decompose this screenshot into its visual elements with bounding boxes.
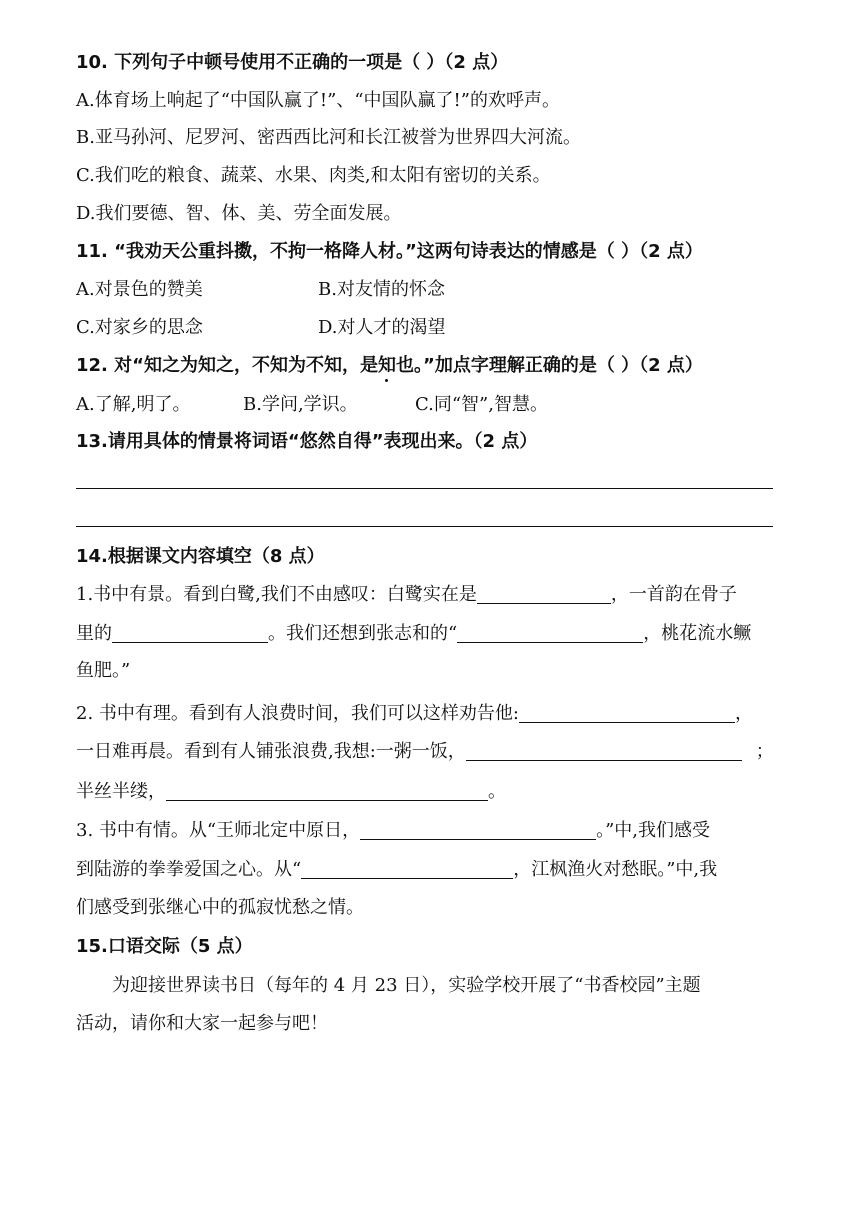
q14-part1-line3: 鱼肥。” [76,660,131,681]
q13-answer-line-2[interactable] [76,526,773,527]
q14-part1-line1 [76,583,737,607]
text-segment: ； [755,741,774,762]
q10-option-d: D.我们要德、智、体、美、劳全面发展。 [76,203,402,224]
q10-option-b: B.亚马孙河、尼罗河、密西西比河和长江被誉为世界四大河流。 [76,127,581,148]
text-segment: ，一首韵在骨子 [610,584,737,605]
q11-option-d: D.对人才的渴望 [318,317,446,338]
q10-option-c: C.我们吃的粮食、蔬菜、水果、肉类,和太阳有密切的关系。 [76,165,551,186]
q15-stem: 15.口语交际（5 点） [76,936,253,957]
fill-blank[interactable] [477,585,611,604]
q12-option-b: B.学问,学识。 [243,394,358,415]
q10-option-a: A.体育场上响起了“中国队赢了!”、“中国队赢了!”的欢呼声。 [76,90,560,111]
q14-part2-line3 [76,780,506,804]
q14-part3-line2 [76,858,717,882]
q14-stem: 14.根据课文内容填空（8 点） [76,546,325,567]
fill-blank[interactable] [519,704,735,723]
fill-blank[interactable] [112,624,268,643]
text-segment: ，桃花流水鳜 [643,623,752,644]
q15-intro-line1: 为迎接世界读书日（每年的 4 月 23 日），实验学校开展了“书香校园”主题 [112,975,701,996]
q14-part2-line1 [76,702,753,726]
q14-part1-line2 [76,622,751,646]
q14-part3-line1 [76,819,710,843]
text-segment: 。”中,我们感受 [596,820,711,841]
q12-option-a: A.了解,明了。 [76,394,191,415]
q10-stem: 10. 下列句子中顿号使用不正确的一项是（ ）（2 点） [76,52,509,73]
text-segment: 。 [488,781,506,802]
q13-stem: 13.请用具体的情景将词语“悠然自得”表现出来。（2 点） [76,431,538,452]
text-segment: 到陆游的拳拳爱国之心。从“ [76,859,302,880]
fill-blank[interactable] [360,821,596,840]
text-segment: 3. 书中有情。从“王师北定中原日， [76,820,361,841]
q13-answer-line-1[interactable] [76,488,773,489]
q14-part2-line2 [76,740,774,764]
text-segment: 1.书中有景。看到白鹭,我们不由感叹：白鹭实在是 [76,584,477,605]
q11-option-a: A.对景色的赞美 [76,279,203,300]
fill-blank[interactable] [466,742,742,761]
q11-option-b: B.对友情的怀念 [318,279,445,300]
text-segment: 里的 [76,623,112,644]
q11-stem: 11. “我劝天公重抖擞，不拘一格降人材。”这两句诗表达的情感是（ ）（2 点） [76,241,703,262]
q14-part3-line3: 们感受到张继心中的孤寂忧愁之情。 [76,897,364,918]
q12-dotted-char: 知 [377,355,396,376]
q12-option-c: C.同“智”,智慧。 [415,394,548,415]
text-segment: 。我们还想到张志和的“ [268,623,458,644]
text-segment: 2. 书中有理。看到有人浪费时间，我们可以这样劝告他: [76,703,519,724]
q12-stem [76,354,703,378]
fill-blank[interactable] [166,782,488,801]
text-segment: ， [734,703,753,724]
q12-stem-before: 12. 对“知之为知之，不知为不知，是 [76,355,378,376]
q15-intro-line2: 活动，请你和大家一起参与吧！ [76,1013,328,1034]
text-segment: ，江枫渔火对愁眠。”中,我 [513,859,718,880]
fill-blank[interactable] [301,860,513,879]
q11-option-c: C.对家乡的思念 [76,317,203,338]
text-segment: 半丝半缕， [76,781,166,802]
text-segment: 一日难再晨。看到有人铺张浪费,我想:一粥一饭， [76,741,466,762]
q12-stem-after: 也。”加点字理解正确的是（ ）（2 点） [395,355,703,376]
fill-blank[interactable] [457,624,643,643]
